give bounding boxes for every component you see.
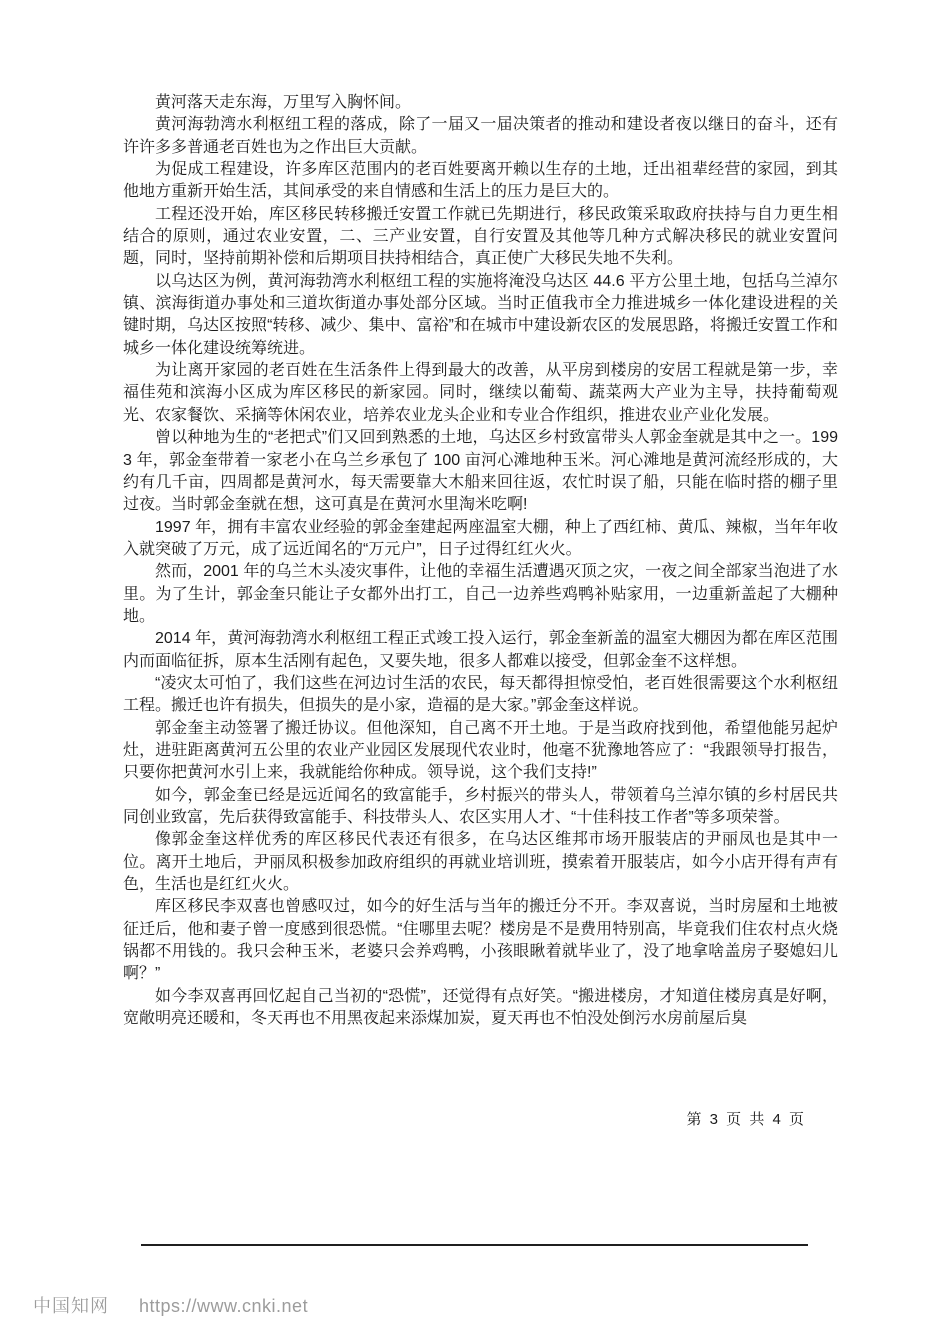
paragraph: 为让离开家园的老百姓在生活条件上得到最大的改善，从平房到楼房的安居工程就是第一步，幸福佳苑和滨海小区成为库区移民的新家园。同时，继续以葡萄、蔬菜两大产业为主导，扶持葡萄观光、农家餐饮、采摘等休闲农业，培养农业龙头企业和专业合作组织，推进农业产业化发展。 (123, 362, 838, 424)
page-number (123, 1108, 838, 1129)
page-number-text: 第 3 页 共 4 页 (686, 1111, 806, 1128)
paragraph: 为促成工程建设，许多库区范围内的老百姓要离开赖以生存的土地，迁出祖辈经营的家园，到其他地方重新开始生活，其间承受的来自情感和生活上的压力是巨大的。 (123, 161, 838, 201)
cnki-footer (33, 1292, 308, 1318)
paragraph: 库区移民李双喜也曾感叹过，如今的好生活与当年的搬迁分不开。李双喜说，当时房屋和土地被征迁后，他和妻子曾一度感到很恐慌。“住哪里去呢？楼房是不是费用特别高，毕竟我们住农村点火烧锅都不用钱的。我只会种玉米，老婆只会养鸡鸭，小孩眼瞅着就毕业了，没了地拿啥盖房子娶媳妇儿啊？” (123, 898, 838, 983)
paragraph: 工程还没开始，库区移民转移搬迁安置工作就已先期进行，移民政策采取政府扶持与自力更生相结合的原则，通过农业安置，二、三产业安置，自行安置及其他等几种方式解决移民的就业安置问题，同时，坚持前期补偿和后期项目扶持相结合，真正使广大移民失地不失利。 (123, 205, 838, 268)
paragraph: 黄河海勃湾水利枢纽工程的落成，除了一届又一届决策者的推动和建设者夜以继日的奋斗，还有许许多多普通老百姓也为之作出巨大贡献。 (123, 116, 838, 156)
cnki-url-link[interactable]: https://www.cnki.net (139, 1296, 309, 1316)
paragraph: 曾以种地为生的“老把式”们又回到熟悉的土地，乌达区乡村致富带头人郭金奎就是其中之一。1993 年，郭金奎带着一家老小在乌兰乡承包了 100 亩河心滩地种玉米。河心滩地是黄河流经形成的，大约有几千亩，四周都是黄河水，每天需要靠大木船来回往返，农忙时误了船，只能在临时搭的棚子里过夜。当时郭金奎就在想，这可真是在黄河水里淘米吃啊! (123, 429, 838, 514)
footer-divider (141, 1244, 808, 1246)
paragraph: 黄河落天走东海，万里写入胸怀间。 (155, 94, 412, 111)
paragraph: “凌灾太可怕了，我们这些在河边讨生活的农民，每天都得担惊受怕，老百姓很需要这个水利枢纽工程。搬迁也许有损失，但损失的是小家，造福的是大家。”郭金奎这样说。 (123, 674, 838, 715)
paragraph: 1997 年，拥有丰富农业经验的郭金奎建起两座温室大棚，种上了西红柿、黄瓜、辣椒，当年年收入就突破了万元，成了远近闻名的“万元户”，日子过得红红火火。 (123, 518, 838, 558)
paragraph: 郭金奎主动签署了搬迁协议。但他深知，自己离不开土地。于是当政府找到他，希望他能另起炉灶，进驻距离黄河五公里的农业产业园区发展现代农业时，他毫不犹豫地答应了：“我跟领导打报告，只要你把黄河水引上来，我就能给你种成。领导说，这个我们支持!” (123, 719, 838, 782)
paragraph: 2014 年，黄河海勃湾水利枢纽工程正式竣工投入运行，郭金奎新盖的温室大棚因为都在库区范围内而面临征拆，原本生活刚有起色，又要失地，很多人都难以接受，但郭金奎不这样想。 (123, 630, 838, 670)
document-body (123, 92, 838, 1030)
paragraph: 以乌达区为例，黄河海勃湾水利枢纽工程的实施将淹没乌达区 44.6 平方公里土地，包括乌兰淖尔镇、滨海街道办事处和三道坎街道办事处部分区域。当时正值我市全力推进城乡一体化建设进程的关键时期，乌达区按照“转移、减少、集中、富裕”和在城市中建设新农区的发展思路，将搬迁安置工作和城乡一体化建设统筹统进。 (123, 272, 838, 357)
cnki-brand: 中国知网 (33, 1296, 109, 1316)
paragraph: 像郭金奎这样优秀的库区移民代表还有很多，在乌达区维邦市场开服装店的尹丽凤也是其中一位。离开土地后，尹丽凤积极参加政府组织的再就业培训班，摸索着开服装店，如今小店开得有声有色，生活也是红红火火。 (123, 831, 838, 894)
paragraph: 如今，郭金奎已经是远近闻名的致富能手，乡村振兴的带头人，带领着乌兰淖尔镇的乡村居民共同创业致富，先后获得致富能手、科技带头人、农区实用人才、“十佳科技工作者”等多项荣誉。 (123, 786, 838, 826)
paragraph: 然而，2001 年的乌兰木头凌灾事件，让他的幸福生活遭遇灭顶之灾，一夜之间全部家当泡进了水里。为了生计，郭金奎只能让子女都外出打工，自己一边养些鸡鸭补贴家用，一边重新盖起了大棚种地。 (123, 563, 838, 625)
paragraph: 如今李双喜再回忆起自己当初的“恐慌”，还觉得有点好笑。“搬进楼房，才知道住楼房真是好啊，宽敞明亮还暖和，冬天再也不用黑夜起来添煤加炭，夏天再也不怕没处倒污水房前屋后臭 (123, 987, 838, 1028)
